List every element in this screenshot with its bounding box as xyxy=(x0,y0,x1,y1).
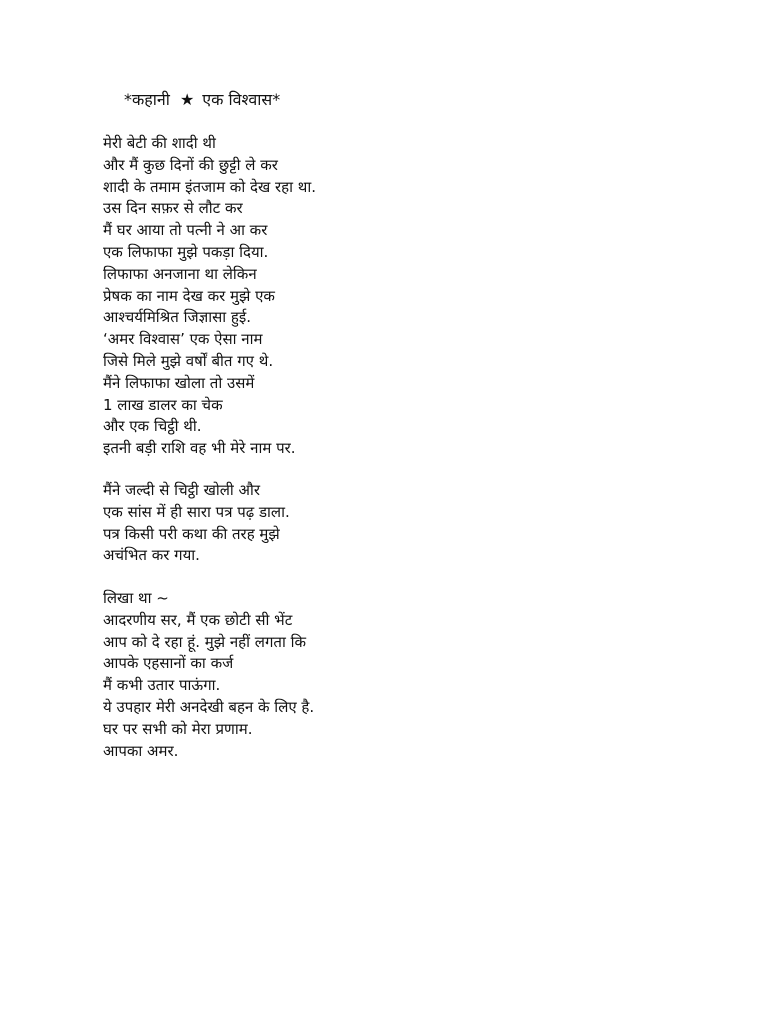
star-icon: ★ xyxy=(179,90,195,109)
text-line: आपका अमर. xyxy=(103,741,179,760)
text-line: मैं कभी उतार पाऊंगा. xyxy=(103,676,221,695)
paragraph-1 xyxy=(103,133,316,460)
text-line: इतनी बड़ी राशि वह भी मेरे नाम पर. xyxy=(103,439,296,458)
text-line: जिसे मिले मुझे वर्षों बीत गए थे. xyxy=(103,351,274,370)
text-line: लिखा था ~ xyxy=(103,589,169,607)
text-line: और एक चिट्ठी थी. xyxy=(103,417,202,436)
text-line: ये उपहार मेरी अनदेखी बहन के लिए है. xyxy=(103,697,315,716)
text-line: मेरी बेटी की शादी थी xyxy=(103,134,216,152)
text-line: पत्र किसी परी कथा की तरह मुझे xyxy=(103,524,280,543)
text-line: आश्चर्यमिश्रित जिज्ञासा हुई. xyxy=(103,308,252,327)
text-line: और मैं कुछ दिनों की छुट्टी ले कर xyxy=(103,155,278,174)
text-line: आदरणीय सर, मैं एक छोटी सी भेंट xyxy=(103,610,293,629)
text-line: अचंभित कर गया. xyxy=(103,546,200,565)
text-line: प्रेषक का नाम देख कर मुझे एक xyxy=(103,286,275,305)
text-line: ‘अमर विश्वास’ एक ऐसा नाम xyxy=(103,330,263,349)
text-line: 1 लाख डालर का चेक xyxy=(103,395,223,414)
paragraph-2 xyxy=(103,480,290,567)
text-line: एक सांस में ही सारा पत्र पढ़ डाला. xyxy=(103,502,290,521)
text-line: लिफाफा अनजाना था लेकिन xyxy=(103,264,257,283)
story-title xyxy=(124,88,280,112)
text-line: एक लिफाफा मुझे पकड़ा दिया. xyxy=(103,242,269,261)
text-line: आप को दे रहा हूं. मुझे नहीं लगता कि xyxy=(103,632,307,651)
text-line: मैंने लिफाफा खोला तो उसमें xyxy=(103,373,255,392)
text-line: मैंने जल्दी से चिट्ठी खोली और xyxy=(103,481,261,499)
text-line: घर पर सभी को मेरा प्रणाम. xyxy=(103,719,253,738)
title-suffix: एक विश्वास* xyxy=(202,90,281,109)
title-prefix: *कहानी xyxy=(124,90,170,109)
text-line: शादी के तमाम इंतजाम को देख रहा था. xyxy=(103,177,316,196)
paragraph-3 xyxy=(103,588,314,762)
text-line: उस दिन सफ़र से लौट कर xyxy=(103,199,243,218)
text-line: मैं घर आया तो पत्नी ने आ कर xyxy=(103,221,268,240)
text-line: आपके एहसानों का कर्ज xyxy=(103,654,234,673)
